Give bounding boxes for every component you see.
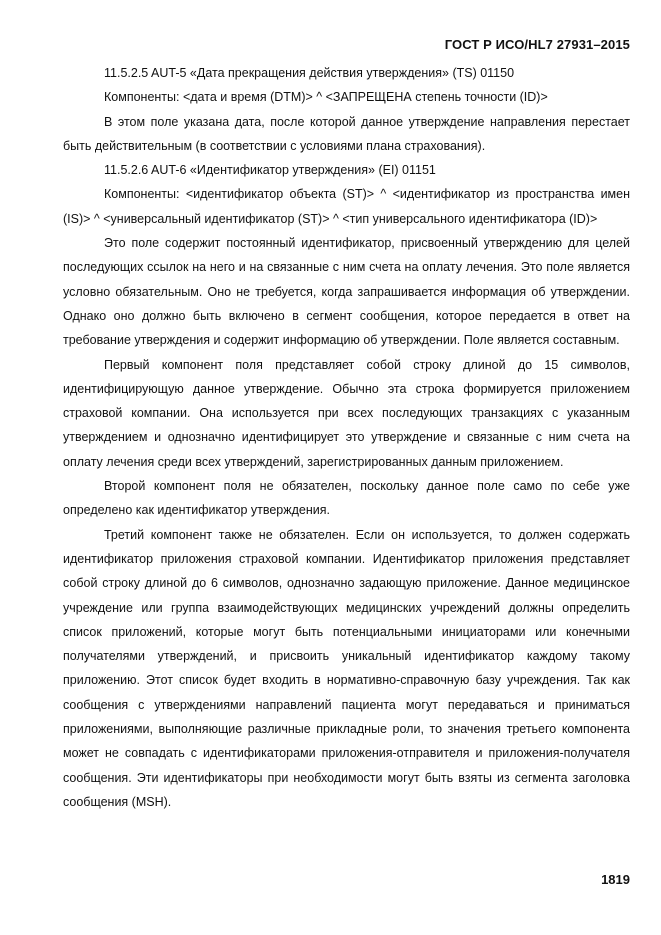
components-aut5: Компоненты: <дата и время (DTM)> ^ <ЗАПРЕЩЕНА степень точности (ID)>	[104, 90, 548, 105]
paragraph-third-component: Третий компонент также не обязателен. Если он используется, то должен содержать идентификатор приложения страховой компании. Идентификатор приложения представляет собой строку длиной до 6 символов, однозначно задающую приложение. Данное медицинское учреждение или группа взаимодействующих медицинских учреждений должны определить список приложений, которые могут быть потенциальными инициаторами или конечными получателями утверждений, и присвоить уникальный идентификатор каждому такому приложению. Этот список будет входить в нормативно-справочную базу учреждения. Так как сообщения с утверждениями направлений пациента могут передаваться и приниматься приложениями, выполняющие различные прикладные роли, то значения третьего компонента может не совпадать с идентификаторами приложения-отправителя и приложения-получателя сообщения. Эти идентификаторы при необходимости могут быть взяты из сегмента заголовка сообщения (MSH).	[63, 527, 630, 809]
document-header: ГОСТ Р ИСО/HL7 27931–2015	[444, 37, 630, 52]
page-number: 1819	[601, 872, 630, 887]
components-aut6: Компоненты: <идентификатор объекта (ST)> ^ <идентификатор из пространства имен (IS)> ^ <универсальный идентификатор (ST)> ^ <тип универсального идентификатора (ID)>	[63, 187, 630, 226]
paragraph-first-component: Первый компонент поля представляет собой строку длиной до 15 символов, идентифицирующую данное утверждение. Обычно эта строка формируется приложением страховой компании. Она используется при всех последующих транзакциях с указанным утверждением и однозначно идентифицирует это утверждение и связанные с ним счета на оплату лечения среди всех утверждений, зарегистрированных данным приложением.	[63, 357, 630, 469]
section-heading-aut5: 11.5.2.5 AUT-5 «Дата прекращения действия утверждения» (TS) 01150	[104, 66, 515, 80]
paragraph-aut6-description: Это поле содержит постоянный идентификатор, присвоенный утверждению для целей последующих ссылок на него и на связанные с ним счета на оплату лечения. Это поле является условно обязательным. Оно не требуется, когда запрашивается информация об утверждении. Однако оно должно быть включено в сегмент сообщения, которое передается в ответ на требование утверждения и содержит информацию об утверждении. Поле является составным.	[63, 236, 630, 348]
document-body	[63, 61, 630, 814]
paragraph-second-component: Второй компонент поля не обязателен, поскольку данное поле само по себе уже определено как идентификатор утверждения.	[63, 479, 630, 518]
section-heading-aut6: 11.5.2.6 AUT-6 «Идентификатор утверждения» (EI) 01151	[104, 163, 436, 178]
paragraph-aut5-description: В этом поле указана дата, после которой данное утверждение направления перестает быть действительным (в соответствии с условиями плана страхования).	[63, 114, 630, 153]
